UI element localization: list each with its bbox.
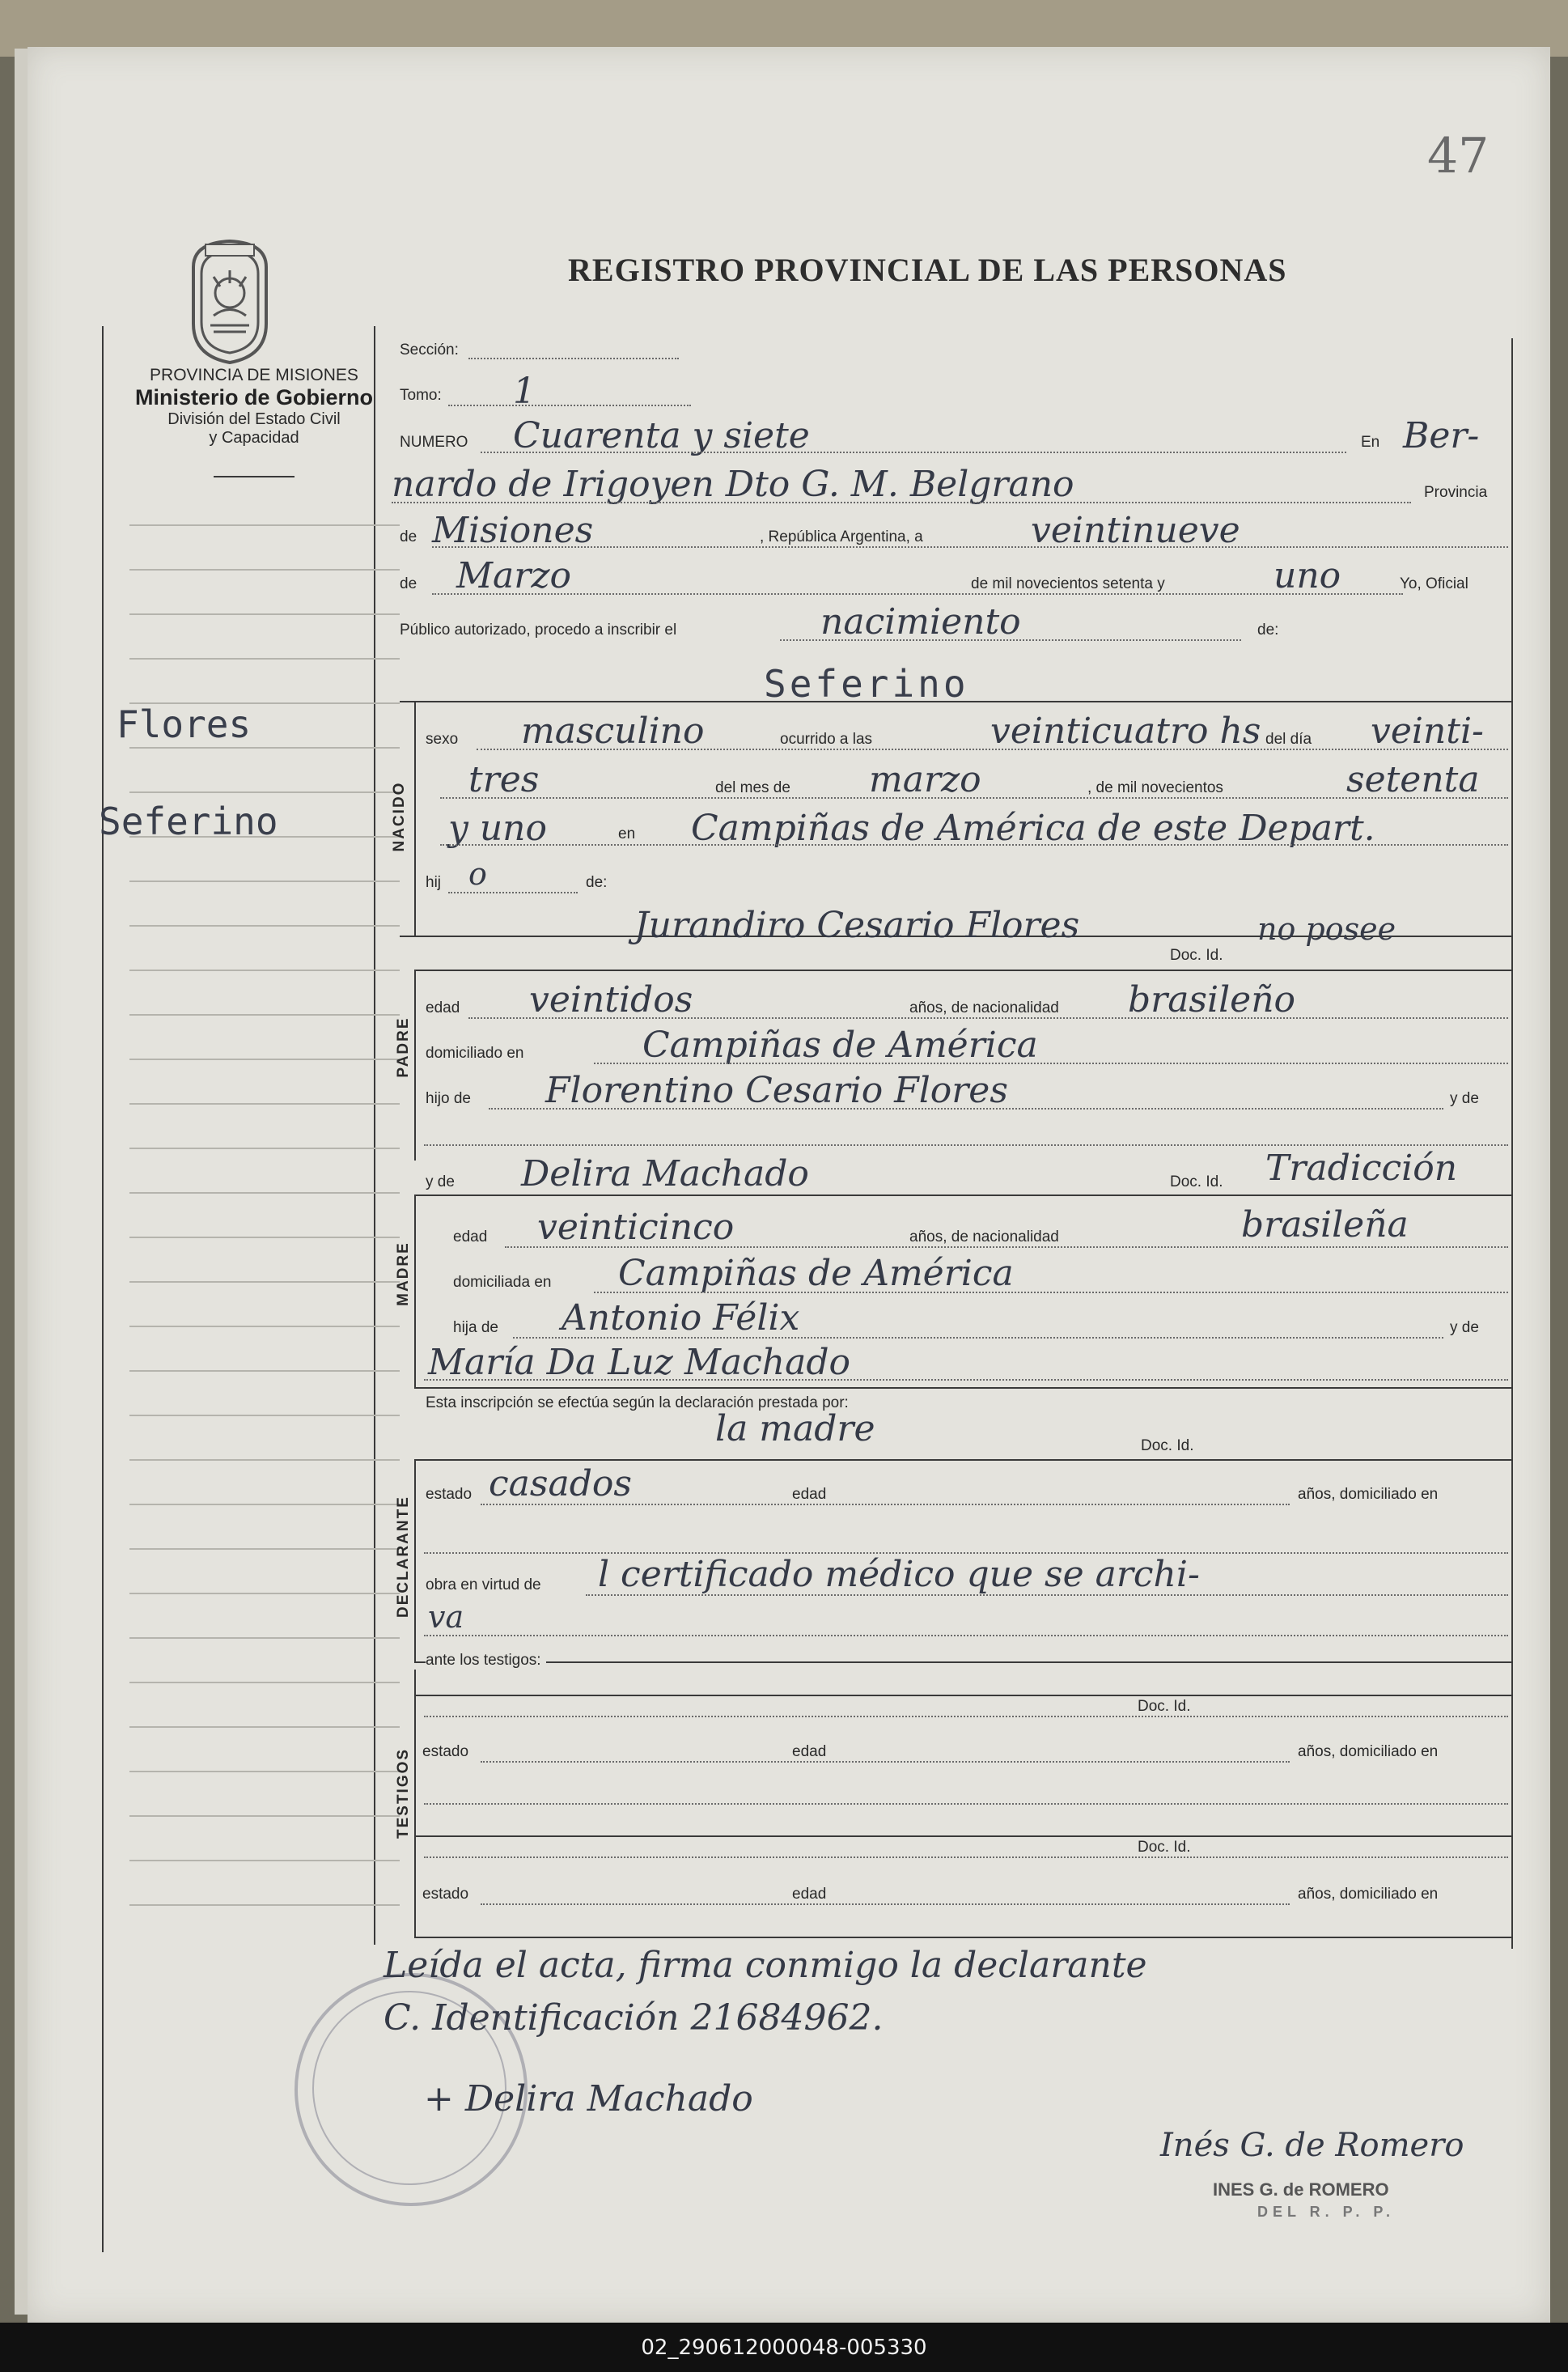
madre-edad-label: edad <box>453 1228 488 1245</box>
padre-section-label: PADRE <box>395 1016 412 1078</box>
anio-label: , de mil novecientos <box>1087 779 1223 796</box>
margin-rule <box>129 658 400 660</box>
declarante-top-rule <box>414 1459 1511 1461</box>
place-value: nardo de Irigoyen Dto G. M. Belgrano <box>392 464 1074 505</box>
madre-nac-label: años, de nacionalidad <box>909 1228 1059 1245</box>
lugar-field-line <box>440 844 1508 846</box>
declarante-estado-value: casados <box>489 1463 632 1504</box>
madre-nac-value: brasileña <box>1241 1204 1409 1245</box>
month-value: Marzo <box>456 555 571 596</box>
declarante-inner-border <box>414 1459 416 1661</box>
margin-rule <box>129 1415 400 1416</box>
hijo-label: hij <box>426 874 442 891</box>
issuer-block <box>100 366 408 448</box>
issuer-underline <box>214 476 295 477</box>
testigo2-name-rule <box>414 1835 1511 1837</box>
declarante-obra-label: obra en virtud de <box>426 1576 541 1593</box>
sexo-value: masculino <box>521 711 705 752</box>
padre-hijo-de-label: hijo de <box>426 1090 471 1107</box>
testigos-intro-label: ante los testigos: <box>426 1652 546 1670</box>
officer-name-stamp: INES G. de ROMERO <box>1213 2179 1389 2200</box>
declarante-obra-field-line-2 <box>424 1635 1508 1636</box>
margin-rule <box>129 1326 400 1327</box>
margin-rule <box>129 1637 400 1639</box>
en-label: En <box>1361 434 1380 451</box>
tomo-field-line <box>448 405 691 406</box>
testigos-section-label: TESTIGOS <box>395 1747 412 1839</box>
act-value: nacimiento <box>820 601 1021 643</box>
province-name: PROVINCIA DE MISIONES <box>150 366 358 384</box>
margin-surname: Flores <box>117 702 252 746</box>
declarante-intro-label: Esta inscripción se efectúa según la declaración prestada por: <box>426 1394 849 1411</box>
page-number: 47 <box>1427 128 1490 185</box>
act-field-line <box>780 639 1241 641</box>
margin-rule <box>129 1370 400 1372</box>
mes-label: del mes de <box>715 779 790 796</box>
madre-top-rule <box>414 1194 1511 1196</box>
margin-rule <box>129 524 400 526</box>
margin-rule <box>129 791 400 793</box>
testigo1-edad-label: edad <box>792 1743 827 1760</box>
declarante-anios-label: años, domiciliado en <box>1298 1486 1439 1503</box>
testigo2-anios-label: años, domiciliado en <box>1298 1886 1439 1903</box>
dia-label: del día <box>1265 731 1312 748</box>
declarante-estado-field-line <box>481 1504 1290 1505</box>
margin-rule <box>129 613 400 615</box>
name-value: Seferino <box>764 662 969 706</box>
declarante-obra-field-line <box>586 1594 1508 1596</box>
testigo1-estado-field-line <box>481 1761 1290 1763</box>
nacido-inner-border <box>414 701 416 936</box>
padre-name-value: Jurandiro Cesario Flores <box>634 905 1080 946</box>
provincial-seal <box>181 235 278 364</box>
testigo1-name-rule <box>414 1695 1511 1696</box>
padre-nac-label: años, de nacionalidad <box>909 999 1059 1016</box>
dia-value-1: veinti- <box>1371 711 1484 752</box>
padre-edad-field-line <box>468 1017 1508 1019</box>
officer-signature: Inés G. de Romero <box>1160 2127 1464 2164</box>
year-label: de mil novecientos setenta y <box>971 575 1165 592</box>
de-label-2: de <box>400 575 417 592</box>
hijo-de-label: de: <box>586 874 608 891</box>
madre-mother-field-line <box>424 1379 1508 1381</box>
testigos-inner-border <box>414 1670 416 1937</box>
madre-inner-border <box>414 1194 416 1389</box>
testigo1-extra-field-line <box>424 1803 1508 1805</box>
margin-rule <box>129 970 400 971</box>
declarante-obra-value-2: va <box>428 1599 464 1635</box>
madre-hija-de-label: hija de <box>453 1319 498 1336</box>
madre-mother-value: María Da Luz Machado <box>428 1342 850 1383</box>
madre-section-label: MADRE <box>395 1241 412 1306</box>
margin-rule <box>129 1904 400 1906</box>
seccion-field-line <box>468 358 679 359</box>
madre-edad-value: veinticinco <box>537 1207 735 1248</box>
margin-rule <box>129 1860 400 1861</box>
margin-rule <box>129 1237 400 1238</box>
madre-dom-label: domiciliada en <box>453 1274 552 1291</box>
day-value: veintinueve <box>1031 510 1240 551</box>
hijo-field-line <box>448 892 578 893</box>
seccion-label: Sección: <box>400 342 459 359</box>
testigo1-estado-label: estado <box>422 1743 469 1760</box>
date-field-line <box>432 546 1508 548</box>
padre-nac-value: brasileño <box>1128 979 1296 1021</box>
padre-doc-label: Doc. Id. <box>1170 947 1223 964</box>
margin-rule <box>129 880 400 882</box>
officer-title-stamp: DEL R. P. P. <box>1257 2204 1396 2220</box>
testigos-bottom-rule <box>414 1937 1511 1938</box>
margin-rule <box>129 1504 400 1505</box>
testigo1-name-field-line <box>424 1716 1508 1717</box>
testigo2-estado-field-line <box>481 1903 1290 1905</box>
tomo-value: 1 <box>513 371 536 412</box>
declarante-obra-value: l certificado médico que se archi- <box>598 1554 1200 1595</box>
declarante-doc-label: Doc. Id. <box>1141 1437 1194 1454</box>
declarante-edad-label: edad <box>792 1486 827 1503</box>
division-line-1: División del Estado Civil <box>167 410 341 428</box>
provincia-label: Provincia <box>1424 484 1488 501</box>
padre-edad-value: veintidos <box>529 979 693 1021</box>
margin-left-border <box>102 326 104 2252</box>
ministry-name: Ministerio de Gobierno <box>134 385 374 409</box>
testigo1-doc-label: Doc. Id. <box>1138 1698 1191 1715</box>
lugar-value: Campiñas de América de este Depart. <box>691 808 1375 849</box>
de-label: de <box>400 528 417 545</box>
document-title: REGISTRO PROVINCIAL DE LAS PERSONAS <box>568 252 1287 288</box>
provincia-value: Misiones <box>432 510 594 551</box>
declarante-bottom-rule <box>414 1661 1511 1663</box>
madre-dom-field-line <box>594 1292 1508 1293</box>
padre-edad-label: edad <box>426 999 460 1016</box>
madre-doc-label: Doc. Id. <box>1170 1173 1223 1190</box>
margin-rule <box>129 1192 400 1194</box>
madre-name-value: Delira Machado <box>521 1153 809 1194</box>
padre-dom-value: Campiñas de América <box>642 1025 1038 1066</box>
margin-rule <box>129 1682 400 1683</box>
padre-dom-label: domiciliado en <box>426 1045 524 1062</box>
image-caption: 02_290612000048-005330 <box>0 2323 1568 2372</box>
margin-rule <box>129 1148 400 1149</box>
mes-value: marzo <box>869 759 981 800</box>
padre-inner-border <box>414 970 416 1161</box>
de-colon-label: de: <box>1257 622 1279 639</box>
madre-edad-field-line <box>505 1246 1508 1248</box>
numero-field-line <box>481 452 1346 453</box>
padre-y-de-label: y de <box>1450 1090 1479 1107</box>
padre-hijo-de-value: Florentino Cesario Flores <box>545 1070 1008 1111</box>
margin-given-name: Seferino <box>99 800 278 843</box>
republica-label: , República Argentina, a <box>760 528 923 545</box>
margin-rule <box>129 1771 400 1772</box>
margin-rule <box>129 569 400 571</box>
testigo2-edad-label: edad <box>792 1886 827 1903</box>
en-label-nacido: en <box>618 825 636 842</box>
margin-rule <box>129 1281 400 1283</box>
sexo-field-line <box>477 749 1508 750</box>
margin-rule <box>129 1548 400 1550</box>
division-line-2: y Capacidad <box>209 429 299 447</box>
padre-dom-field-line <box>594 1063 1508 1064</box>
madre-dom-value: Campiñas de América <box>618 1253 1014 1294</box>
margin-rule <box>129 1014 400 1016</box>
anio-value-2: y uno <box>448 808 548 849</box>
year-value: uno <box>1273 555 1341 596</box>
mes-field-line <box>440 797 1508 799</box>
registry-page <box>28 47 1550 2323</box>
declarante-section-label: DECLARANTE <box>395 1496 412 1618</box>
padre-extra-field-line <box>424 1144 1508 1146</box>
anio-value-1: setenta <box>1346 759 1480 800</box>
ocurrido-label: ocurrido a las <box>780 731 873 748</box>
publico-label: Público autorizado, procedo a inscribir el <box>400 622 677 639</box>
nacido-top-rule <box>400 701 1511 702</box>
tomo-label: Tomo: <box>400 387 442 404</box>
dia-value-2: tres <box>468 759 540 800</box>
hora-value: veinticuatro hs <box>990 711 1261 752</box>
closing-line-2: C. Identificación 21684962. <box>384 1997 884 2039</box>
margin-rule <box>129 1593 400 1594</box>
numero-label: NUMERO <box>400 434 468 451</box>
declarante-estado-label: estado <box>426 1486 473 1503</box>
madre-doc-value: Tradicción <box>1265 1148 1458 1189</box>
madre-y-de-label-2: y de <box>1450 1319 1479 1336</box>
en-value: Ber- <box>1403 415 1480 456</box>
hijo-suffix: o <box>468 856 487 892</box>
margin-rule <box>129 1459 400 1461</box>
testigo2-name-field-line <box>424 1856 1508 1858</box>
oficial-label: Yo, Oficial <box>1400 575 1468 592</box>
margin-rule <box>129 1726 400 1728</box>
year-field-line <box>432 593 1403 595</box>
padre-hijo-field-line <box>489 1108 1443 1110</box>
testigo2-estado-label: estado <box>422 1886 469 1903</box>
form-right-border <box>1511 338 1513 1949</box>
sexo-label: sexo <box>426 731 459 748</box>
margin-rule <box>129 747 400 749</box>
closing-line-1: Leída el acta, firma conmigo la declarante <box>384 1945 1147 1986</box>
declarant-signature: + Delira Machado <box>424 2078 753 2120</box>
seal-icon <box>181 235 278 364</box>
margin-rule <box>129 1103 400 1105</box>
testigo1-anios-label: años, domiciliado en <box>1298 1743 1439 1760</box>
place-field-line <box>392 502 1411 503</box>
numero-value: Cuarenta y siete <box>513 415 810 456</box>
madre-hija-field-line <box>513 1337 1443 1339</box>
page-stack-edge <box>15 49 28 2315</box>
margin-rule <box>129 925 400 927</box>
declarante-por-value: la madre <box>715 1408 875 1449</box>
madre-bottom-rule <box>414 1387 1511 1389</box>
margin-rule <box>129 1815 400 1817</box>
padre-doc-value: no posee <box>1257 911 1396 947</box>
padre-top-rule <box>414 970 1511 971</box>
testigo2-doc-label: Doc. Id. <box>1138 1839 1191 1856</box>
madre-hija-de-value: Antonio Félix <box>562 1297 800 1339</box>
madre-y-de-label: y de <box>426 1173 455 1190</box>
margin-rule <box>129 1059 400 1060</box>
nacido-section-label: NACIDO <box>391 781 408 852</box>
